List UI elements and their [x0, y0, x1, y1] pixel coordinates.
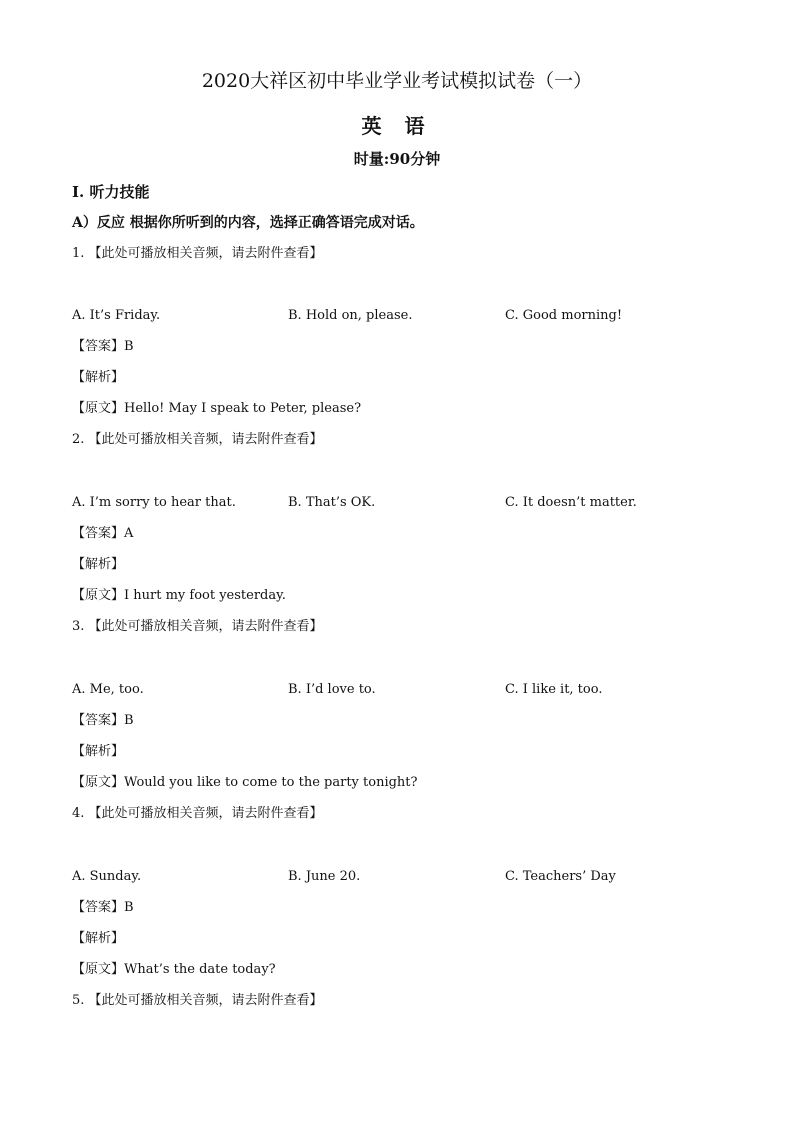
question-prompt-3[interactable]: 3. 【此处可播放相关音频，请去附件查看】 [72, 619, 323, 634]
transcript-3: 【原文】Would you like to come to the party tonight? [72, 775, 418, 790]
exam-duration: 时量:90分钟 [353, 150, 441, 168]
subject-heading: 英 语 [361, 114, 433, 138]
question-prompt-1[interactable]: 1. 【此处可播放相关音频，请去附件查看】 [72, 246, 323, 261]
analysis-2: 【解析】 [72, 557, 125, 572]
question-prompt-5[interactable]: 5. 【此处可播放相关音频，请去附件查看】 [72, 993, 323, 1008]
answer-1: 【答案】B [72, 339, 134, 354]
option-b-1: B. Hold on, please. [288, 308, 413, 323]
option-b-4: B. June 20. [288, 869, 361, 884]
option-a-3: A. Me, too. [72, 682, 144, 697]
analysis-1: 【解析】 [72, 370, 125, 385]
option-c-2: C. It doesn’t matter. [505, 495, 637, 510]
answer-2: 【答案】A [72, 526, 134, 541]
option-b-2: B. That’s OK. [288, 495, 376, 510]
question-prompt-2[interactable]: 2. 【此处可播放相关音频，请去附件查看】 [72, 432, 323, 447]
question-prompt-4[interactable]: 4. 【此处可播放相关音频，请去附件查看】 [72, 806, 323, 821]
exam-title: 2020大祥区初中毕业学业考试模拟试卷（一） [201, 70, 593, 92]
option-a-4: A. Sunday. [72, 869, 142, 884]
analysis-3: 【解析】 [72, 744, 125, 759]
answer-3: 【答案】B [72, 713, 134, 728]
option-c-4: C. Teachers’ Day [505, 869, 616, 884]
transcript-4: 【原文】What’s the date today? [72, 962, 276, 977]
transcript-1: 【原文】Hello! May I speak to Peter, please? [72, 401, 362, 416]
section-instruction: A）反应 根据你所听到的内容，选择正确答语完成对话。 [72, 215, 424, 231]
transcript-2: 【原文】I hurt my foot yesterday. [72, 588, 286, 603]
option-c-3: C. I like it, too. [505, 682, 603, 697]
option-b-3: B. I’d love to. [288, 682, 376, 697]
option-a-2: A. I’m sorry to hear that. [72, 495, 236, 510]
answer-4: 【答案】B [72, 900, 134, 915]
section-heading: I. 听力技能 [72, 183, 150, 201]
option-a-1: A. It’s Friday. [72, 308, 161, 323]
analysis-4: 【解析】 [72, 931, 125, 946]
option-c-1: C. Good morning! [505, 308, 623, 323]
